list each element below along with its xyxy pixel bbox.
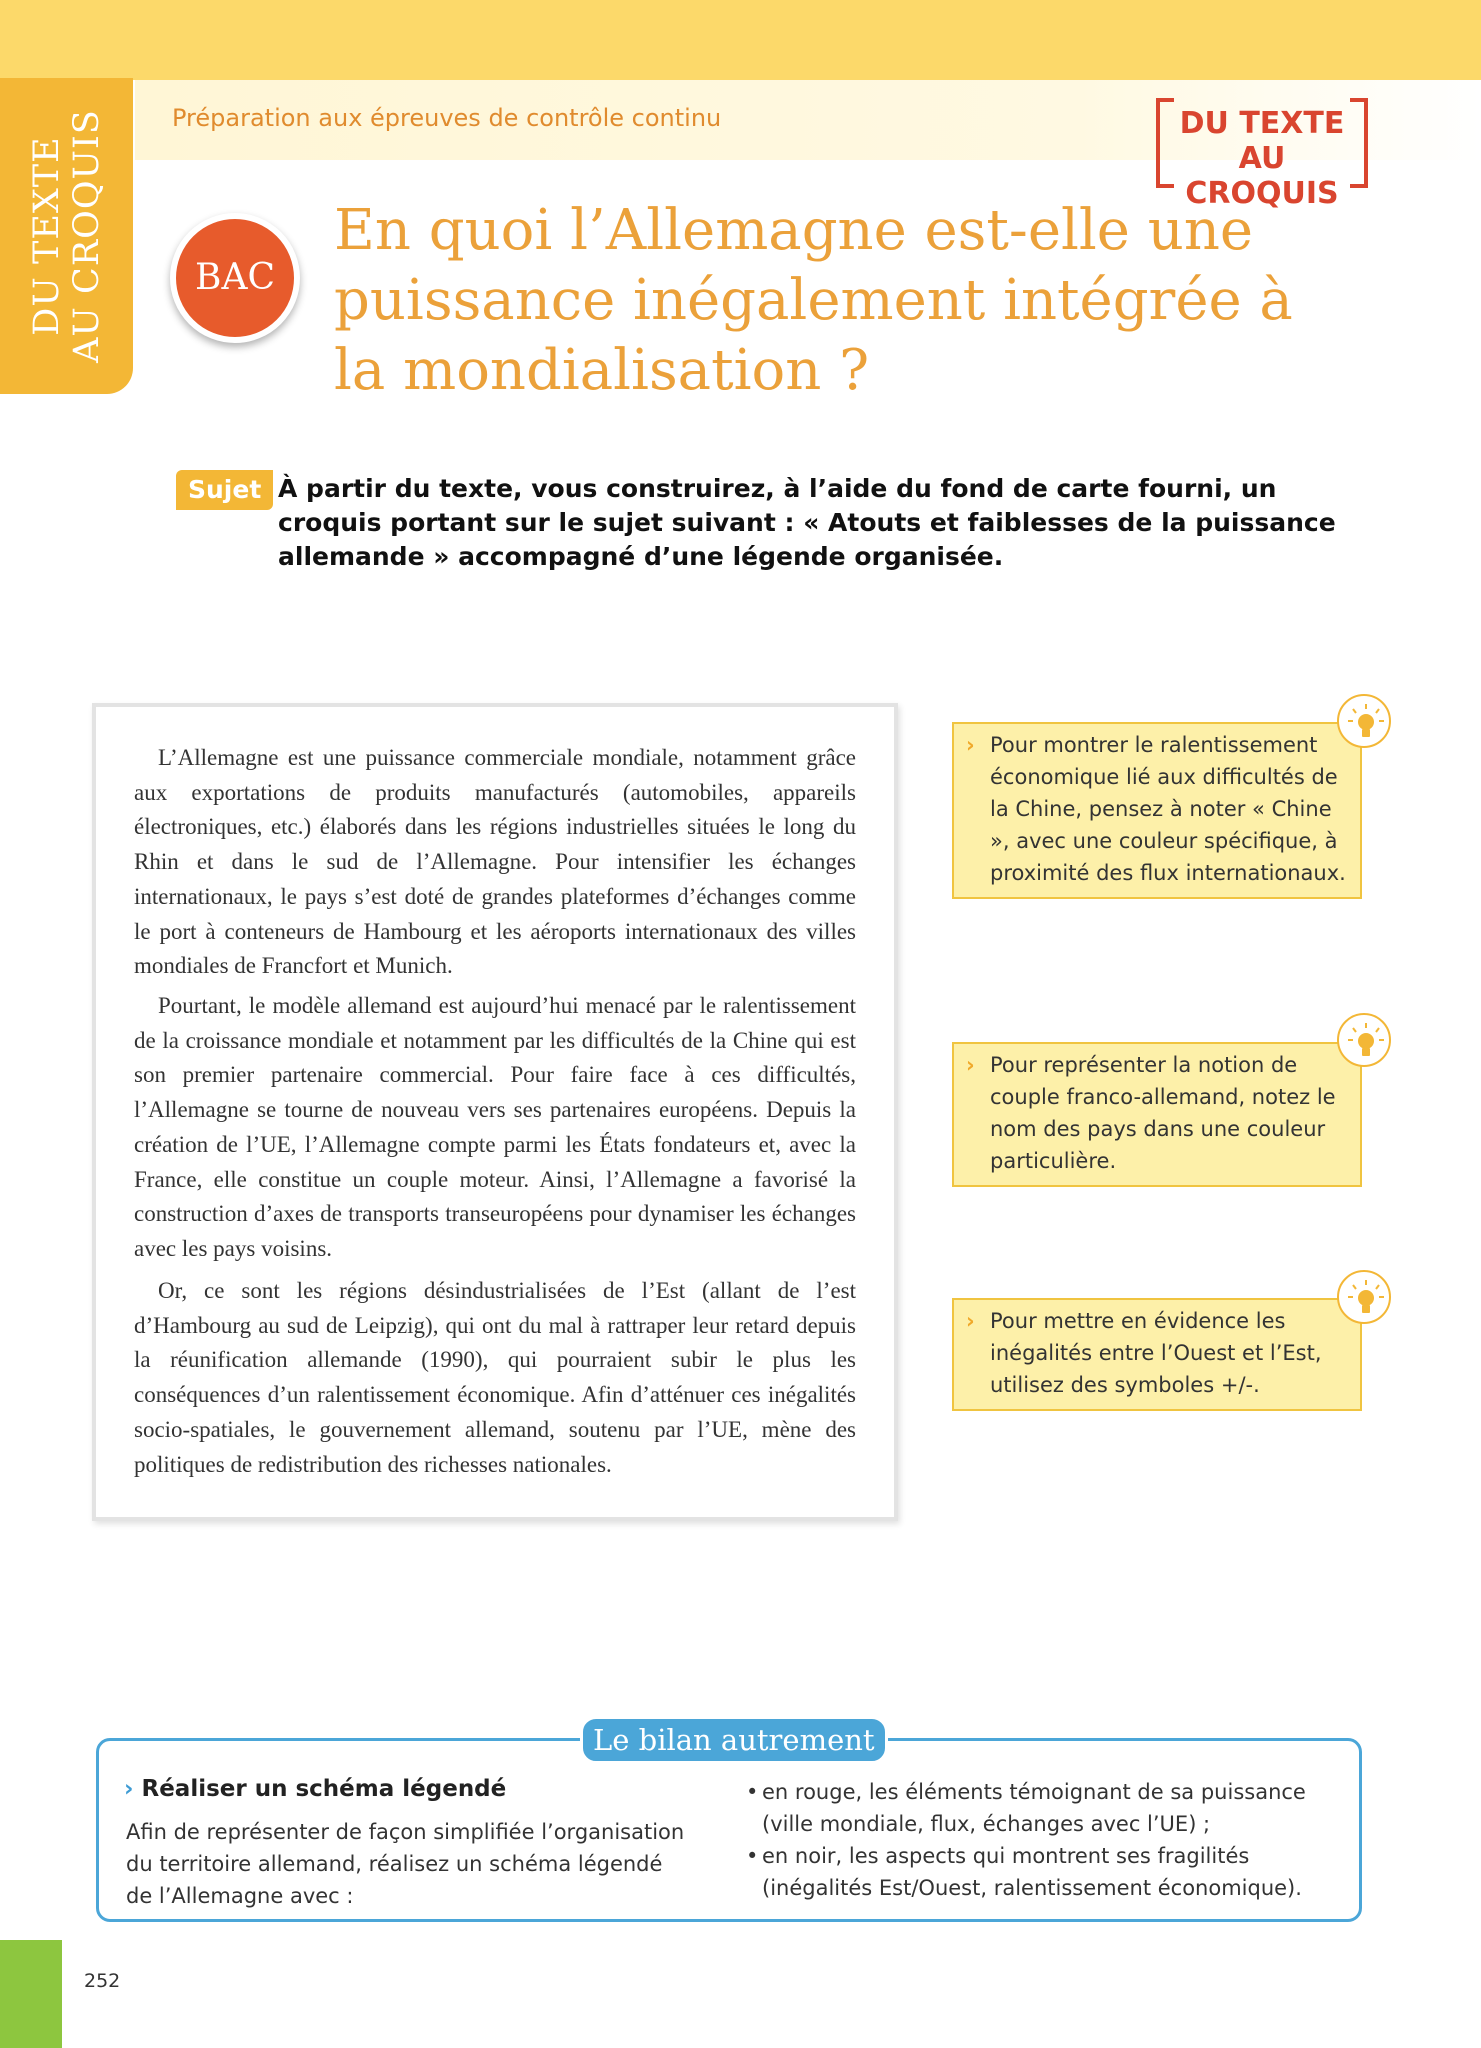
list-item: • en rouge, les éléments témoignant de sa puissance (ville mondiale, flux, échanges avec l’UE) ; (746, 1776, 1336, 1840)
paragraph-3: Or, ce sont les régions désindustrialisées de l’Est (allant de l’est d’Hambourg au sud de Leipzig), qui ont du mal à rattraper leur retard depuis la réunification allemande (1990), qui pourraient subir le plus les conséquences d’un ralentissement économique. Afin d’atténuer ces inégalités socio-spatiales, le gouvernement allemand, soutenu par l’UE, mène des politiques de redistribution des richesses nationales. (134, 1278, 856, 1477)
source-text-box (92, 703, 898, 1521)
tip-box-china (952, 722, 1362, 899)
tip-text: Pour montrer le ralentissement économique lié aux difficultés de la Chine, pensez à noter « Chine », avec une couleur spécifique, à proximité des flux internationaux. (990, 733, 1346, 885)
chevron-right-icon: › (966, 733, 975, 757)
list-item: • en noir, les aspects qui montrent ses fragilités (inégalités Est/Ouest, ralentissement économique). (746, 1840, 1336, 1904)
section-kicker: Préparation aux épreuves de contrôle continu (172, 104, 722, 132)
tip-text: Pour représenter la notion de couple franco-allemand, notez le nom des pays dans une couleur particulière. (990, 1053, 1336, 1173)
side-tab-line2: AU CROQUIS (66, 109, 107, 363)
lightbulb-icon (1337, 1013, 1391, 1067)
paragraph-1: L’Allemagne est une puissance commerciale mondiale, notamment grâce aux exportations de produits manufacturés (automobiles, appareils électroniques, etc.) élaborés dans les régions industrielles situées le long du Rhin et dans le sud de l’Allemagne. Pour intensifier les échanges internationaux, le pays s’est doté de grandes plateformes d’échanges comme le port à conteneurs de Hambourg et les aéroports internationaux des villes mondiales de Francfort et Munich. (134, 745, 856, 979)
side-tab-line1: DU TEXTE (26, 136, 67, 336)
sujet-text: À partir du texte, vous construirez, à l’aide du fond de carte fourni, un croquis portant sur le sujet suivant : « Atouts et faiblesses de la puissance allemande » accompagné d’une légende organisée. (278, 474, 1336, 571)
header-band (0, 0, 1481, 80)
stamp-line1: DU TEXTE (1179, 106, 1345, 141)
chevron-right-icon: › (966, 1053, 975, 1077)
tip-box-inequalities (952, 1298, 1362, 1411)
lightbulb-icon (1337, 694, 1391, 748)
page-marker (0, 1940, 62, 2048)
section-stamp (1156, 98, 1368, 211)
bac-badge: BAC (170, 213, 300, 343)
tip-box-couple (952, 1042, 1362, 1187)
bilan-heading (124, 1776, 506, 1802)
side-tab (0, 78, 133, 394)
paragraph-2: Pourtant, le modèle allemand est aujourd’hui menacé par le ralentissement de la croissance mondiale et notamment par les difficultés de la Chine qui est son premier partenaire commercial. Pour faire face à ces difficultés, l’Allemagne se tourne de nouveau vers ses partenaires européens. Depuis la création de l’UE, l’Allemagne compte parmi les États fondateurs et, avec la France, elle constitue un couple moteur. Ainsi, l’Allemagne a favorisé la construction d’axes de transports transeuropéens pour dynamiser les échanges avec les pays voisins. (134, 993, 856, 1261)
bilan-label: Le bilan autrement (580, 1716, 888, 1764)
sujet-badge: Sujet (176, 470, 273, 510)
bilan-heading-text: Réaliser un schéma légendé (141, 1776, 507, 1802)
page-number: 252 (84, 1970, 121, 1992)
side-tab-label (27, 109, 107, 363)
lightbulb-icon (1337, 1270, 1391, 1324)
tip-text: Pour mettre en évidence les inégalités entre l’Ouest et l’Est, utilisez des symboles +/-. (990, 1309, 1322, 1397)
bilan-intro: Afin de représenter de façon simplifiée l’organisation du territoire allemand, réalisez un schéma légendé de l’Allemagne avec : (126, 1820, 685, 1908)
bilan-list (746, 1776, 1336, 1904)
chevron-right-icon: › (966, 1309, 975, 1333)
page-title: En quoi l’Allemagne est-elle une puissance inégalement intégrée à la mondialisation ? (334, 198, 1293, 403)
stamp-line2: AU CROQUIS (1185, 141, 1339, 211)
chevron-right-icon: › (124, 1776, 134, 1802)
